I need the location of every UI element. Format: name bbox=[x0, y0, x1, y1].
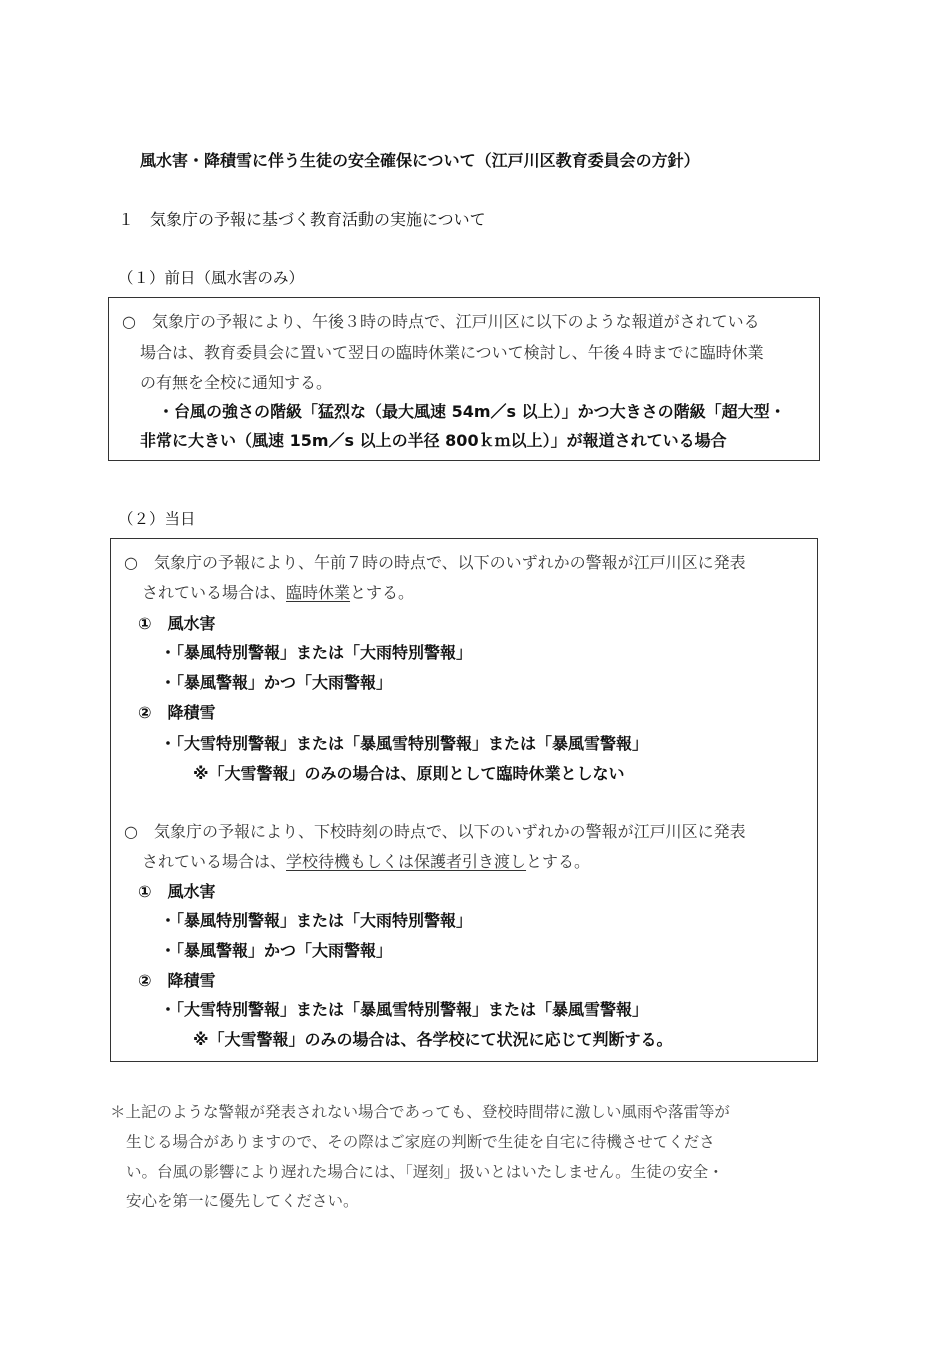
box2-category: ① 風水害 bbox=[138, 614, 216, 633]
box2-item: ・「大雪特別警報」または「暴風雪特別警報」または「暴風雪警報」 bbox=[160, 1000, 649, 1019]
footnote-line: い。台風の影響により遅れた場合には、「遅刻」扱いとはいたしません。生徒の安全・ bbox=[126, 1163, 724, 1181]
box2-item: ・「暴風特別警報」または「大雨特別警報」 bbox=[160, 643, 473, 662]
standby-underlined: 学校待機もしくは保護者引き渡し bbox=[286, 852, 527, 871]
document-title: 風水害・降積雪に伴う生徒の安全確保について（江戸川区教育委員会の方針） bbox=[140, 151, 700, 170]
section-heading: １ 気象庁の予報に基づく教育活動の実施について bbox=[118, 210, 486, 229]
subsection-heading-same-day: （２）当日 bbox=[118, 510, 196, 528]
box2-line bbox=[142, 580, 414, 603]
box2-note: ※「大雪警報」のみの場合は、各学校にて状況に応じて判断する。 bbox=[193, 1030, 673, 1049]
closure-underlined: 臨時休業 bbox=[286, 583, 351, 602]
box2-line: ○ 気象庁の予報により、下校時刻の時点で、以下のいずれかの警報が江戸川区に発表 bbox=[124, 822, 746, 841]
text: とする。 bbox=[350, 583, 415, 602]
footnote-line: 安心を第一に優先してください。 bbox=[126, 1192, 359, 1210]
footnote-line: 生じる場合がありますので、その際はご家庭の判断で生徒を自宅に待機させてくださ bbox=[126, 1133, 715, 1151]
subsection-heading-previous-day: （１）前日（風水害のみ） bbox=[118, 269, 305, 287]
box2-item: ・「暴風特別警報」または「大雨特別警報」 bbox=[160, 911, 473, 930]
box1-line: ○ 気象庁の予報により、午後３時の時点で、江戸川区に以下のような報道がされている bbox=[122, 312, 760, 331]
box2-category: ② 降積雪 bbox=[138, 703, 216, 722]
footnote-line: ＊上記のような警報が発表されない場合であっても、登校時間帯に激しい風雨や落雷等が bbox=[110, 1103, 730, 1121]
box2-line bbox=[142, 849, 590, 872]
text: されている場合は、 bbox=[142, 583, 287, 602]
box2-note: ※「大雪警報」のみの場合は、原則として臨時休業としない bbox=[193, 764, 625, 783]
box2-category: ② 降積雪 bbox=[138, 971, 216, 990]
same-day-policy-box bbox=[110, 538, 818, 1062]
box2-line: ○ 気象庁の予報により、午前７時の時点で、以下のいずれかの警報が江戸川区に発表 bbox=[124, 553, 746, 572]
text: されている場合は、 bbox=[142, 852, 287, 871]
box2-item: ・「大雪特別警報」または「暴風雪特別警報」または「暴風雪警報」 bbox=[160, 734, 649, 753]
box1-line: 場合は、教育委員会に置いて翌日の臨時休業について検討し、午後４時までに臨時休業 bbox=[140, 343, 764, 362]
box1-line: の有無を全校に通知する。 bbox=[140, 373, 333, 392]
box2-category: ① 風水害 bbox=[138, 882, 216, 901]
box2-item: ・「暴風警報」かつ「大雨警報」 bbox=[160, 941, 393, 960]
box2-item: ・「暴風警報」かつ「大雨警報」 bbox=[160, 673, 393, 692]
box1-typhoon-criteria: ・台風の強さの階級「猛烈な（最大風速 54m／s 以上）」かつ大きさの階級「超大型・ bbox=[158, 402, 786, 421]
box1-typhoon-criteria: 非常に大きい（風速 15m／s 以上の半径 800ｋｍ以上）」が報道されている場合 bbox=[140, 431, 727, 450]
text: とする。 bbox=[526, 852, 591, 871]
